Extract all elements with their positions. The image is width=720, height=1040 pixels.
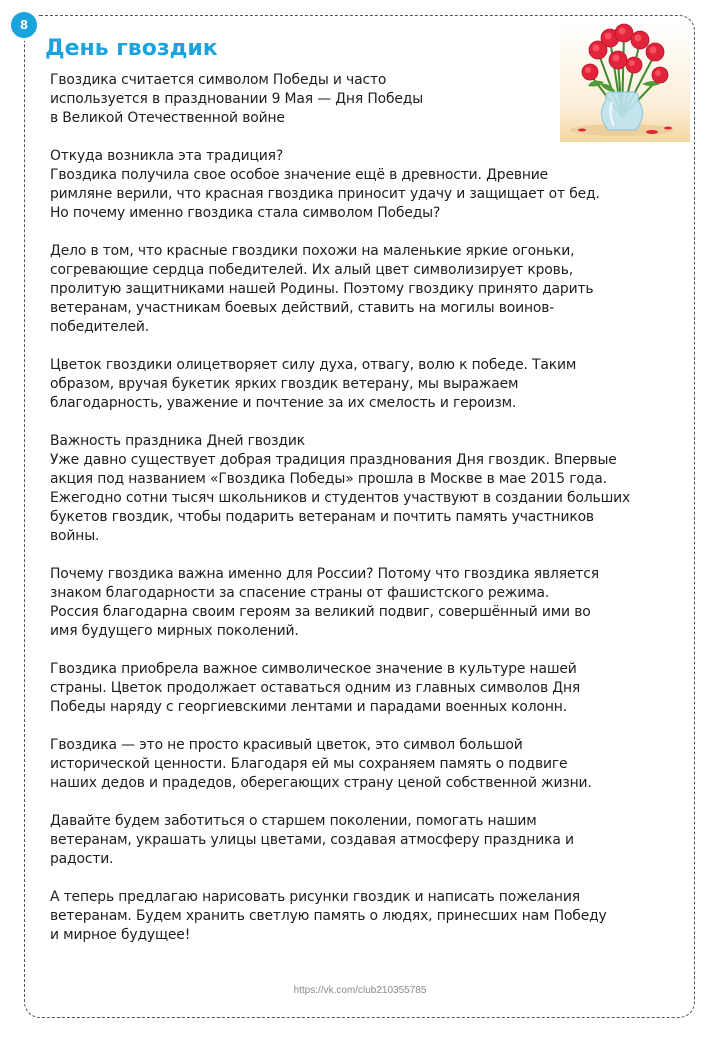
- footer-link[interactable]: https://vk.com/club210355785: [293, 985, 427, 996]
- text-line: ветеранам, участникам боевых действий, ставить на могилы воинов-: [50, 300, 555, 316]
- text-line: благодарность, уважение и почтение за их смелость и героизм.: [50, 395, 517, 411]
- paragraph: [50, 565, 690, 641]
- paragraph-intro: [50, 71, 550, 128]
- text-line: образом, вручая букетик ярких гвоздик ветерану, мы выражаем: [50, 376, 519, 392]
- text-line: наших дедов и прадедов, оберегающих страну ценой собственной жизни.: [50, 775, 592, 791]
- text-line: Почему гвоздика важна именно для России? Потому что гвоздика является: [50, 566, 599, 582]
- text-line: используется в праздновании 9 Мая — Дня Победы: [50, 91, 424, 107]
- text-line: в Великой Отечественной войне: [50, 110, 285, 126]
- paragraph: [50, 736, 690, 793]
- text-line: Гвоздика — это не просто красивый цветок, это символ большой: [50, 737, 523, 753]
- paragraph: [50, 147, 690, 223]
- text-line: ветеранам, украшать улицы цветами, создавая атмосферу праздника и: [50, 832, 574, 848]
- paragraph: [50, 660, 690, 717]
- page-number: 8: [11, 12, 37, 38]
- text-line: радости.: [50, 851, 114, 867]
- text-line: Гвоздика приобрела важное символическое значение в культуре нашей: [50, 661, 577, 677]
- text-line: войны.: [50, 528, 100, 544]
- paragraph: [50, 432, 690, 546]
- text-line: исторической ценности. Благодаря ей мы сохраняем память о подвиге: [50, 756, 568, 772]
- text-line: страны. Цветок продолжает оставаться одним из главных символов Дня: [50, 680, 581, 696]
- text-line: согревающие сердца победителей. Их алый цвет символизирует кровь,: [50, 262, 573, 278]
- text-line: Давайте будем заботиться о старшем поколении, помогать нашим: [50, 813, 537, 829]
- paragraph: [50, 242, 690, 337]
- paragraph: [50, 888, 690, 945]
- text-line: Уже давно существует добрая традиция празднования Дня гвоздик. Впервые: [50, 452, 617, 468]
- text-line: Дело в том, что красные гвоздики похожи на маленькие яркие огоньки,: [50, 243, 575, 259]
- text-line: победителей.: [50, 319, 150, 335]
- text-line: и мирное будущее!: [50, 927, 191, 943]
- text-line: Откуда возникла эта традиция?: [50, 148, 284, 164]
- text-line: римляне верили, что красная гвоздика приносит удачу и защищает от бед.: [50, 186, 600, 202]
- paragraph: [50, 812, 690, 869]
- text-line: ветеранам. Будем хранить светлую память о людях, принесших нам Победу: [50, 908, 607, 924]
- text-line: букетов гвоздик, чтобы подарить ветеранам и почтить память участников: [50, 509, 594, 525]
- text-line: акция под названием «Гвоздика Победы» прошла в Москве в мае 2015 года.: [50, 471, 607, 487]
- text-line: Ежегодно сотни тысяч школьников и студентов участвуют в создании больших: [50, 490, 631, 506]
- text-line: имя будущего мирных поколений.: [50, 623, 299, 639]
- page-title: День гвоздик: [45, 36, 218, 61]
- text-line: А теперь предлагаю нарисовать рисунки гвоздик и написать пожелания: [50, 889, 580, 905]
- text-line: Гвоздика получила свое особое значение ещё в древности. Древние: [50, 167, 549, 183]
- text-line: знаком благодарности за спасение страны от фашистского режима.: [50, 585, 550, 601]
- text-line: Победы наряду с георгиевскими лентами и парадами военных колонн.: [50, 699, 567, 715]
- article-body: [50, 71, 690, 964]
- paragraph: [50, 356, 690, 413]
- text-line: Гвоздика считается символом Победы и часто: [50, 72, 387, 88]
- text-line: Важность праздника Дней гвоздик: [50, 433, 305, 449]
- text-line: Россия благодарна своим героям за великий подвиг, совершённый ими во: [50, 604, 591, 620]
- text-line: пролитую защитниками нашей Родины. Поэтому гвоздику принято дарить: [50, 281, 594, 297]
- text-line: Но почему именно гвоздика стала символом Победы?: [50, 205, 441, 221]
- page-number-badge: [8, 9, 40, 41]
- text-line: Цветок гвоздики олицетворяет силу духа, отвагу, волю к победе. Таким: [50, 357, 577, 373]
